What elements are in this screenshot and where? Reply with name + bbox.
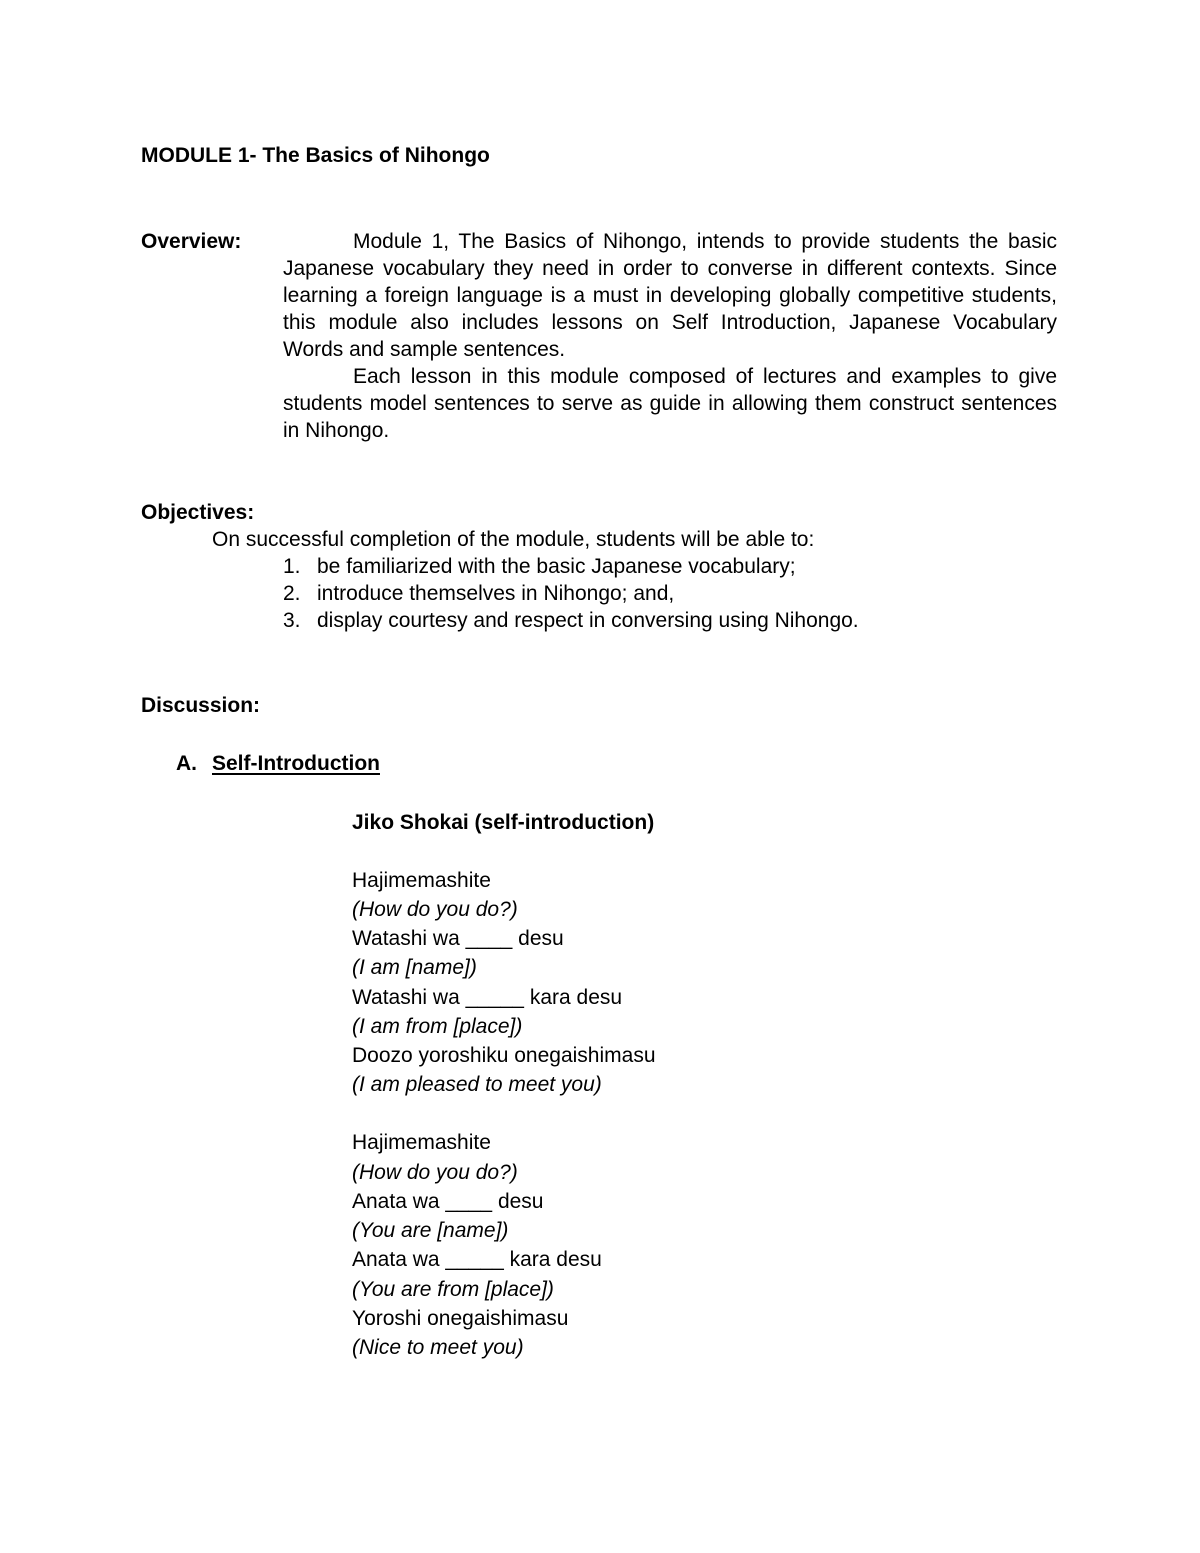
- dialogue-translation: (You are [name]): [352, 1219, 509, 1242]
- dialogue-line: Doozo yoroshiku onegaishimasu: [352, 1044, 656, 1067]
- objective-number: 3.: [283, 609, 301, 632]
- dialogue-line: Watashi wa ____ desu: [352, 927, 564, 950]
- dialogue-translation: (I am from [place]): [352, 1015, 523, 1038]
- section-a-heading: [176, 750, 380, 777]
- dialogue-line: Hajimemashite: [352, 1131, 491, 1154]
- overview-paragraph: Module 1, The Basics of Nihongo, intends to provide students the basic Japanese vocabulary they need in order to converse in different contexts. Since learning a foreign language is a must in developing globally competitive students, this module also includes lessons on Self Introduction, Japanese Vocabulary Words and sample sentences.: [283, 230, 1057, 361]
- dialogue-line: Anata wa ____ desu: [352, 1190, 544, 1213]
- dialogue-translation: (Nice to meet you): [352, 1336, 524, 1359]
- objective-text: introduce themselves in Nihongo; and,: [317, 582, 675, 605]
- objectives-label: Objectives:: [141, 501, 255, 524]
- objective-item: [283, 607, 859, 634]
- objective-item: [283, 553, 796, 580]
- overview-text: [283, 228, 1057, 444]
- objective-text: display courtesy and respect in conversing using Nihongo.: [317, 609, 859, 632]
- jiko-shokai-heading: Jiko Shokai (self-introduction): [352, 811, 655, 834]
- overview-label: Overview:: [141, 230, 242, 253]
- objective-number: 1.: [283, 555, 301, 578]
- dialogue-line: Anata wa _____ kara desu: [352, 1248, 602, 1271]
- objective-number: 2.: [283, 582, 301, 605]
- dialogue-translation: (I am [name]): [352, 956, 477, 979]
- section-letter: A.: [176, 752, 197, 775]
- discussion-label: Discussion:: [141, 694, 261, 717]
- objective-item: [283, 580, 674, 607]
- page-title: MODULE 1- The Basics of Nihongo: [141, 144, 490, 167]
- dialogue-translation: (How do you do?): [352, 898, 518, 921]
- dialogue-translation: (How do you do?): [352, 1161, 518, 1184]
- dialogue-translation: (You are from [place]): [352, 1278, 554, 1301]
- overview-paragraph: Each lesson in this module composed of lectures and examples to give students model sentences to serve as guide in allowing them construct sentences in Nihongo.: [283, 365, 1057, 442]
- dialogue-line: Yoroshi onegaishimasu: [352, 1307, 569, 1330]
- dialogue-line: Watashi wa _____ kara desu: [352, 986, 623, 1009]
- dialogue-line: Hajimemashite: [352, 869, 491, 892]
- objectives-intro: On successful completion of the module, students will be able to:: [212, 528, 815, 551]
- objective-text: be familiarized with the basic Japanese vocabulary;: [317, 555, 796, 578]
- dialogue-translation: (I am pleased to meet you): [352, 1073, 602, 1096]
- section-title: Self-Introduction: [212, 752, 380, 775]
